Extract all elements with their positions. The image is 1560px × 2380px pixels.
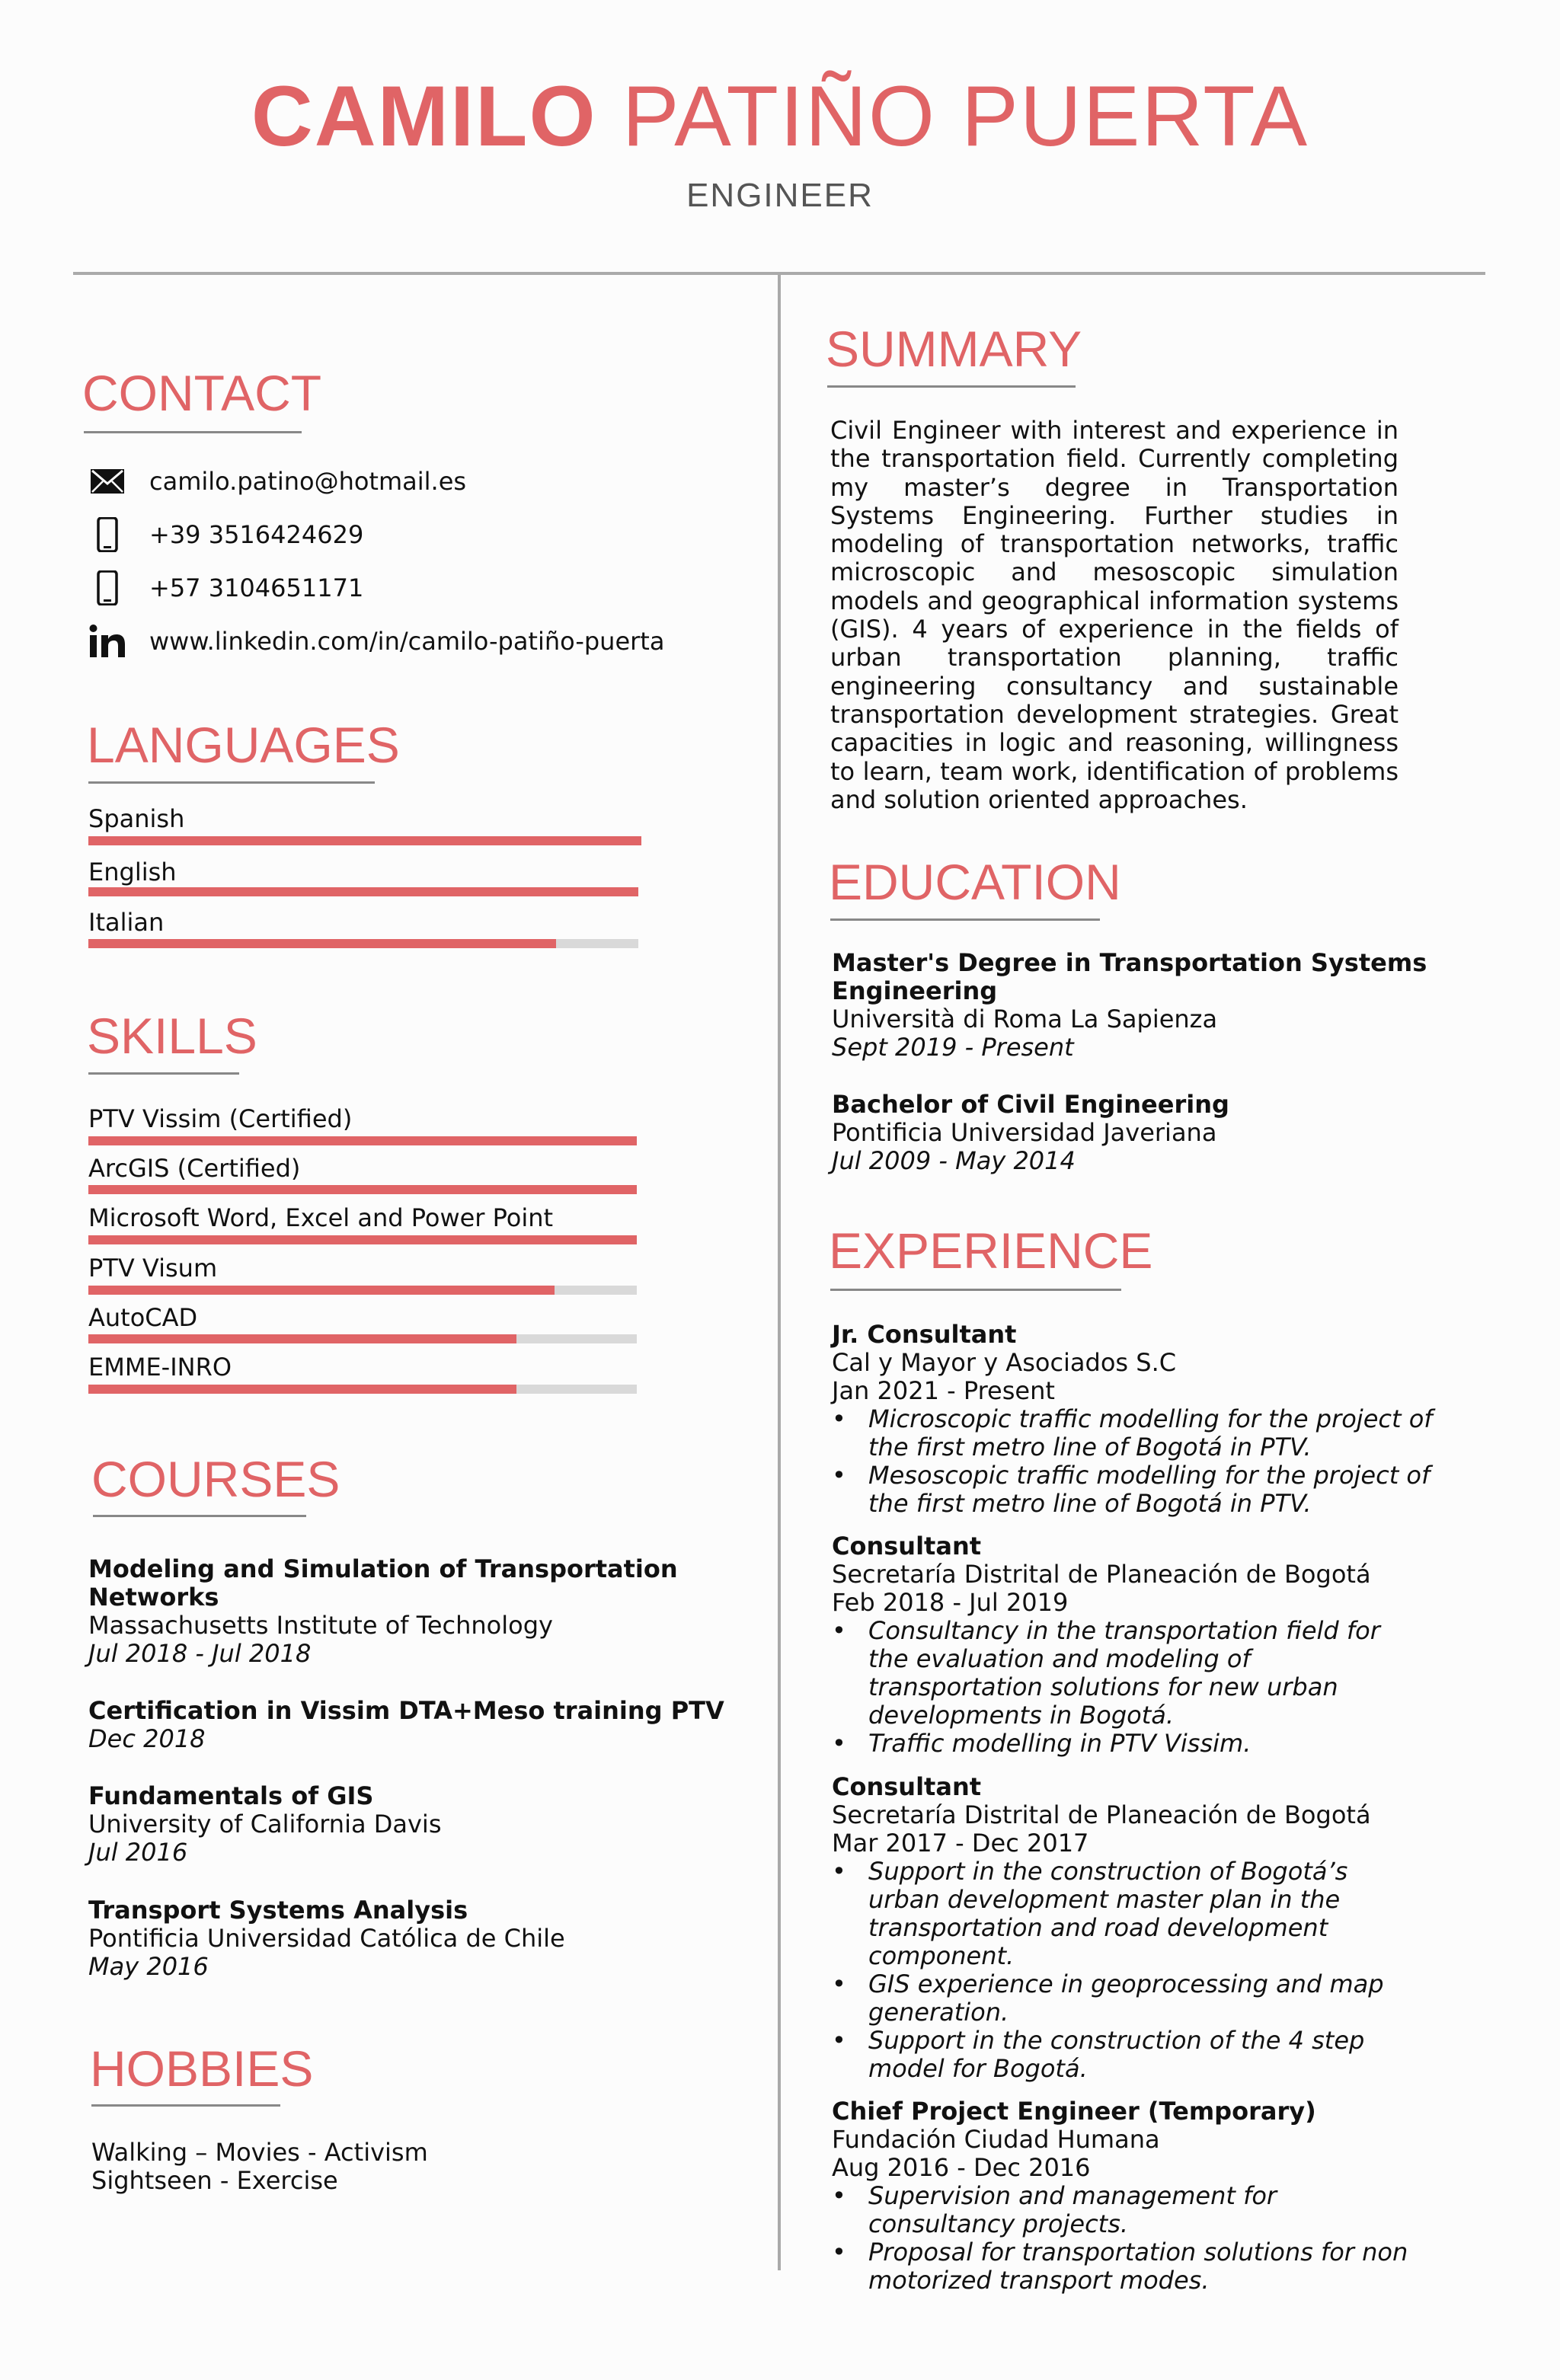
skill-level-bar (88, 1235, 637, 1244)
contact-heading-underline (84, 431, 302, 433)
courses-heading: COURSES (91, 1451, 340, 1507)
experience-company: Secretaría Distrital de Planeación de Bogotá (832, 1560, 1371, 1589)
language-level-fill (88, 887, 638, 896)
candidate-name (0, 67, 1560, 166)
bullet-line: • Consultancy in the transportation field for (868, 1616, 1380, 1645)
bullet-line: • Supervision and management for (868, 2181, 1277, 2210)
skill-level-bar (88, 1385, 637, 1394)
education-degree-cont: Engineering (832, 976, 998, 1005)
contact-phone-1[interactable] (88, 512, 363, 557)
bullet-line: generation. (868, 1998, 1009, 2027)
column-divider (778, 275, 781, 2270)
experience-bullet (832, 1405, 1433, 1462)
skill-level-bar (88, 1136, 637, 1145)
skill-label: PTV Visum (88, 1254, 218, 1283)
hobbies-line: Walking – Movies - Activism (91, 2138, 428, 2167)
course-date: Jul 2016 (88, 1838, 188, 1867)
skill-label: EMME-INRO (88, 1353, 232, 1382)
experience-bullets (832, 2182, 1408, 2295)
experience-item (832, 1532, 1380, 1758)
experience-item (832, 1321, 1433, 1518)
contact-email-text: camilo.patino@hotmail.es (149, 467, 467, 496)
experience-item (832, 1773, 1384, 2083)
experience-role: Consultant (832, 1772, 982, 1801)
language-label: English (88, 858, 177, 887)
education-item (832, 949, 1427, 1062)
bullet-line: • Traffic modelling in PTV Vissim. (868, 1729, 1252, 1758)
education-heading: EDUCATION (829, 854, 1121, 910)
course-title-cont: Networks (88, 1583, 219, 1612)
course-item (88, 1697, 724, 1753)
experience-date: Feb 2018 - Jul 2019 (832, 1588, 1069, 1617)
course-date: Jul 2018 - Jul 2018 (88, 1639, 312, 1668)
experience-bullets (832, 1858, 1384, 2083)
course-org: University of California Davis (88, 1810, 442, 1839)
bullet-line: • Support in the construction of Bogotá’s (868, 1857, 1348, 1886)
skills-heading: SKILLS (87, 1008, 257, 1064)
experience-bullet (832, 1617, 1380, 1730)
experience-role: Chief Project Engineer (Temporary) (832, 2097, 1316, 2126)
experience-bullet (832, 1730, 1380, 1758)
course-item (88, 1555, 678, 1668)
bullet-line: developments in Bogotá. (868, 1701, 1175, 1730)
skill-label: PTV Vissim (Certified) (88, 1104, 353, 1133)
education-heading-underline (830, 918, 1100, 921)
education-item (832, 1091, 1229, 1175)
experience-bullet (832, 2182, 1408, 2238)
language-label: Spanish (88, 804, 185, 833)
skill-level-bar (88, 1334, 637, 1343)
bullet-line: the first metro line of Bogotá in PTV. (868, 1433, 1312, 1462)
contact-linkedin[interactable] (88, 618, 664, 664)
skill-level-bar (88, 1185, 637, 1194)
summary-heading: SUMMARY (826, 321, 1082, 377)
course-org: Massachusetts Institute of Technology (88, 1611, 553, 1640)
language-level-bar (88, 939, 638, 948)
skill-label: AutoCAD (88, 1303, 198, 1332)
skill-label: ArcGIS (Certified) (88, 1154, 301, 1183)
course-date: Dec 2018 (88, 1724, 206, 1753)
languages-heading: LANGUAGES (87, 717, 400, 773)
bullet-line: • Mesoscopic traffic modelling for the project of (868, 1461, 1431, 1490)
experience-item (832, 2097, 1408, 2295)
education-degree: Master's Degree in Transportation Systems (832, 948, 1427, 977)
contact-heading: CONTACT (82, 365, 322, 421)
course-title: Certification in Vissim DTA+Meso training PTV (88, 1696, 724, 1725)
hobbies-line: Sightseen - Exercise (91, 2166, 338, 2195)
course-item (88, 1896, 565, 1981)
contact-phone-2-text: +57 3104651171 (149, 573, 364, 602)
skill-level-fill (88, 1385, 516, 1394)
languages-heading-underline (88, 781, 375, 784)
skill-level-fill (88, 1334, 516, 1343)
language-level-fill (88, 836, 641, 845)
experience-bullet (832, 2027, 1384, 2083)
hobbies-heading: HOBBIES (90, 2040, 314, 2097)
language-level-fill (88, 939, 556, 948)
education-date: Sept 2019 - Present (832, 1033, 1074, 1062)
course-title: Modeling and Simulation of Transportation (88, 1554, 678, 1583)
skill-level-fill (88, 1235, 637, 1244)
course-date: May 2016 (88, 1952, 209, 1981)
experience-heading-underline (830, 1289, 1121, 1291)
experience-role: Jr. Consultant (832, 1320, 1017, 1349)
course-title: Fundamentals of GIS (88, 1781, 374, 1810)
experience-company: Cal y Mayor y Asociados S.C (832, 1348, 1177, 1377)
linkedin-icon (88, 622, 126, 660)
education-degree: Bachelor of Civil Engineering (832, 1090, 1229, 1119)
envelope-icon (88, 462, 126, 500)
bullet-line: urban development master plan in the (868, 1885, 1341, 1914)
experience-bullets (832, 1405, 1433, 1518)
hobbies-heading-underline (91, 2104, 280, 2107)
education-date: Jul 2009 - May 2014 (832, 1146, 1076, 1175)
bullet-line: motorized transport modes. (868, 2266, 1210, 2295)
first-name: CAMILO (251, 69, 597, 164)
courses-heading-underline (93, 1515, 306, 1517)
experience-date: Aug 2016 - Dec 2016 (832, 2153, 1091, 2182)
summary-text: Civil Engineer with interest and experience in the transportation field. Currently completing my master’s degree in Transportation Systems Engineering. Further studies in modeling of transportation networks, traffic microscopic and mesoscopic simulation models and geographical information systems (GIS). 4 years of experience in the fields of urban transportation planning, traffic engineering consultancy and sustainable transportation development strategies. Great capacities in logic and reasoning, willingness to learn, team work, identification of problems and solution oriented approaches. (830, 416, 1399, 814)
course-item (88, 1782, 441, 1867)
bullet-line: the first metro line of Bogotá in PTV. (868, 1489, 1312, 1518)
contact-phone-2[interactable] (88, 565, 363, 611)
skill-level-fill (88, 1185, 637, 1194)
language-label: Italian (88, 908, 165, 937)
experience-bullet (832, 2238, 1408, 2295)
experience-company: Secretaría Distrital de Planeación de Bogotá (832, 1800, 1371, 1829)
education-school: Pontificia Universidad Javeriana (832, 1118, 1217, 1147)
experience-date: Mar 2017 - Dec 2017 (832, 1829, 1089, 1858)
skill-label: Microsoft Word, Excel and Power Point (88, 1203, 554, 1232)
skill-level-bar (88, 1286, 637, 1295)
bullet-line: transportation solutions for new urban (868, 1672, 1338, 1701)
bullet-line: component. (868, 1941, 1015, 1970)
experience-bullet (832, 1462, 1433, 1518)
course-org: Pontificia Universidad Católica de Chile (88, 1924, 565, 1953)
education-school: Università di Roma La Sapienza (832, 1005, 1218, 1033)
bullet-line: • GIS experience in geoprocessing and map (868, 1969, 1384, 1998)
experience-bullets (832, 1617, 1380, 1758)
bullet-line: • Microscopic traffic modelling for the project of (868, 1404, 1433, 1433)
language-level-bar (88, 887, 638, 896)
skill-level-fill (88, 1286, 555, 1295)
skill-level-fill (88, 1136, 637, 1145)
contact-email[interactable] (88, 458, 466, 504)
experience-date: Jan 2021 - Present (832, 1376, 1055, 1405)
experience-role: Consultant (832, 1532, 982, 1561)
phone-icon (88, 569, 126, 607)
last-name: PATIÑO PUERTA (622, 69, 1309, 164)
language-level-bar (88, 836, 641, 845)
skills-heading-underline (88, 1072, 239, 1075)
experience-heading: EXPERIENCE (829, 1222, 1153, 1279)
summary-heading-underline (827, 385, 1076, 388)
contact-linkedin-text: www.linkedin.com/in/camilo-patiño-puerta (149, 627, 665, 656)
bullet-line: • Support in the construction of the 4 step (868, 2026, 1365, 2055)
experience-bullet (832, 1970, 1384, 2027)
hobbies-list (91, 2139, 428, 2195)
bullet-line: consultancy projects. (868, 2209, 1129, 2238)
bullet-line: model for Bogotá. (868, 2054, 1088, 2083)
experience-company: Fundación Ciudad Humana (832, 2125, 1160, 2154)
experience-bullet (832, 1858, 1384, 1970)
course-title: Transport Systems Analysis (88, 1896, 468, 1925)
phone-icon (88, 516, 126, 554)
job-title: ENGINEER (686, 177, 874, 214)
bullet-line: transportation and road development (868, 1913, 1328, 1942)
bullet-line: the evaluation and modeling of (868, 1644, 1251, 1673)
contact-phone-1-text: +39 3516424629 (149, 520, 364, 549)
bullet-line: • Proposal for transportation solutions for non (868, 2238, 1408, 2267)
